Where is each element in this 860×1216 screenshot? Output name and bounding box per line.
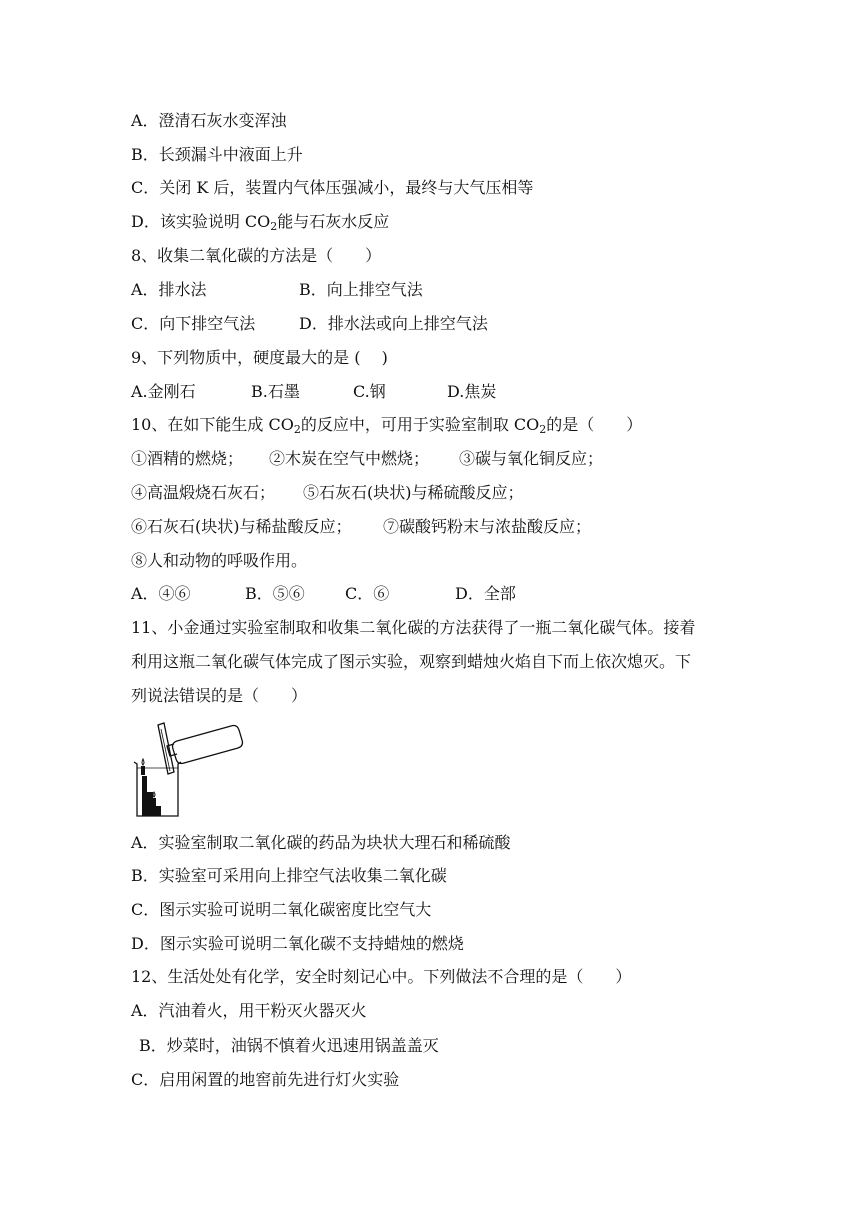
- q12-option-c: C．启用闲置的地窖前先进行灯火实验: [131, 1070, 400, 1089]
- q11-option-d: D．图示实验可说明二氧化碳不支持蜡烛的燃烧: [131, 934, 464, 953]
- gas-bottle-icon: [167, 726, 243, 764]
- q10-stem-part-3: 的是（ ）: [546, 415, 643, 434]
- q8-option-c: C．向下排空气法: [131, 314, 256, 333]
- q8-option-d: D．排水法或向上排空气法: [299, 314, 488, 333]
- q10-reaction-3: ③碳与氧化铜反应；: [459, 449, 604, 468]
- q10-reaction-2: ②木炭在空气中燃烧；: [269, 449, 430, 468]
- q9-option-b: B.石墨: [251, 382, 300, 401]
- q10-reaction-5: ⑤石灰石(块状)与稀硫酸反应；: [303, 483, 524, 502]
- q10-option-d: D．全部: [455, 584, 516, 603]
- glass-plate-icon: [158, 723, 174, 774]
- q11-stem-line-3: 列说法错误的是（ ）: [131, 686, 308, 705]
- co2-pouring-figure: [131, 718, 271, 823]
- subscript: 2: [270, 220, 278, 233]
- q9-stem: 9、下列物质中，硬度最大的是 ( ): [131, 348, 388, 367]
- q11-option-a: A．实验室制取二氧化碳的药品为块状大理石和稀硫酸: [131, 833, 511, 852]
- q10-option-c: C．⑥: [345, 584, 390, 603]
- q11-option-c: C．图示实验可说明二氧化碳密度比空气大: [131, 900, 432, 919]
- q12-stem: 12、生活处处有化学，安全时刻记心中。下列做法不合理的是（ ）: [131, 967, 632, 986]
- q11-stem-line-1: 11、小金通过实验室制取和收集二氧化碳的方法获得了一瓶二氧化碳气体。接着: [131, 618, 696, 637]
- q12-option-b: B．炒菜时，油锅不慎着火迅速用锅盖盖灭: [139, 1036, 439, 1055]
- q8-stem: 8、收集二氧化碳的方法是（ ）: [131, 246, 382, 265]
- q10-reaction-4: ④高温煅烧石灰石；: [131, 483, 276, 502]
- candle-staircase-icon: [141, 759, 161, 816]
- q7-option-b: B．长颈漏斗中液面上升: [131, 145, 303, 164]
- q9-option-d: D.焦炭: [447, 382, 497, 401]
- q12-option-a: A．汽油着火，用干粉灭火器灭火: [131, 1001, 367, 1020]
- q10-stem: [131, 414, 642, 436]
- q7-option-d-text: D．该实验说明 CO: [131, 212, 271, 231]
- q10-reaction-8: ⑧人和动物的呼吸作用。: [131, 551, 308, 570]
- q7-option-c: C．关闭 K 后，装置内气体压强减小，最终与大气压相等: [131, 178, 534, 197]
- q10-option-a: A．④⑥: [131, 584, 191, 603]
- q10-stem-part-2: 的反应中，可用于实验室制取 CO: [300, 415, 540, 434]
- q11-stem-line-2: 利用这瓶二氧化碳气体完成了图示实验，观察到蜡烛火焰自下而上依次熄灭。下: [131, 652, 692, 671]
- subscript: 2: [293, 423, 301, 436]
- q10-option-b: B．⑤⑥: [245, 584, 305, 603]
- q8-option-a: A．排水法: [131, 280, 207, 299]
- q7-option-d-text-end: 能与石灰水反应: [277, 212, 390, 231]
- subscript: 2: [539, 423, 547, 436]
- q8-option-b: B．向上排空气法: [299, 280, 423, 299]
- q10-reaction-1: ①酒精的燃烧；: [131, 449, 244, 468]
- q10-reaction-7: ⑦碳酸钙粉末与浓盐酸反应；: [383, 517, 592, 536]
- q10-reaction-6: ⑥石灰石(块状)与稀盐酸反应；: [131, 517, 352, 536]
- q9-option-c: C.钢: [353, 382, 386, 401]
- q9-option-a: A.金刚石: [131, 382, 196, 401]
- q7-option-a: A．澄清石灰水变浑浊: [131, 111, 287, 130]
- q7-option-d: [131, 211, 389, 233]
- q11-option-b: B．实验室可采用向上排空气法收集二氧化碳: [131, 866, 447, 885]
- q10-stem-part-1: 10、在如下能生成 CO: [131, 415, 294, 434]
